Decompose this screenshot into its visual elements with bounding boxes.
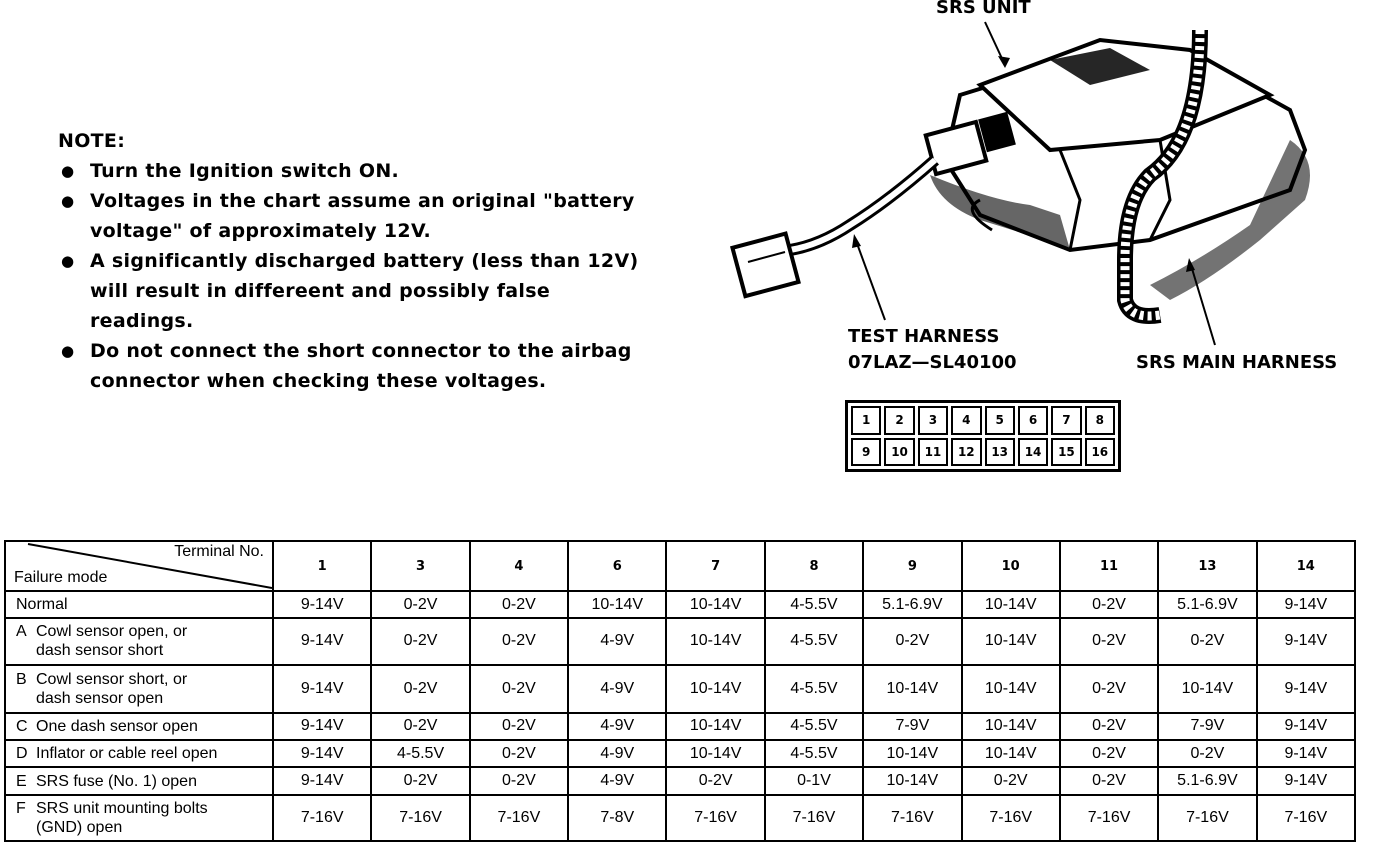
voltage-cell: 0-2V <box>1060 618 1158 664</box>
voltage-cell: 10-14V <box>568 591 666 618</box>
voltage-cell: 0-2V <box>1158 740 1256 767</box>
voltage-cell: 4-5.5V <box>765 713 863 740</box>
voltage-cell: 7-16V <box>1158 795 1256 841</box>
table-row <box>5 767 1355 794</box>
voltage-cell: 4-9V <box>568 713 666 740</box>
voltage-cell: 9-14V <box>273 767 371 794</box>
test-harness-label: TEST HARNESS <box>848 326 1000 347</box>
voltage-cell: 0-2V <box>1060 767 1158 794</box>
terminal-header: 7 <box>666 541 764 591</box>
failure-mode-text: One dash sensor open <box>36 717 198 735</box>
terminal-header: 9 <box>863 541 961 591</box>
voltage-cell: 9-14V <box>1257 713 1355 740</box>
table-row <box>5 713 1355 740</box>
voltage-cell: 0-2V <box>1060 665 1158 713</box>
voltage-cell: 4-9V <box>568 740 666 767</box>
terminal-header: 1 <box>273 541 371 591</box>
failure-mode-cell <box>5 591 273 618</box>
failure-mode-cell <box>5 795 273 841</box>
srs-main-harness-label: SRS MAIN HARNESS <box>1136 352 1338 373</box>
voltage-cell: 4-5.5V <box>765 665 863 713</box>
voltage-cell: 7-8V <box>568 795 666 841</box>
voltage-cell: 9-14V <box>1257 665 1355 713</box>
voltage-cell: 7-9V <box>1158 713 1256 740</box>
note-title: NOTE: <box>58 130 126 152</box>
voltage-cell: 0-2V <box>962 767 1060 794</box>
failure-mode-text: Cowl sensor open, or <box>36 623 188 641</box>
connector-pin: 11 <box>918 438 948 467</box>
voltage-cell: 0-2V <box>863 618 961 664</box>
srs-unit-diagram <box>730 0 1370 400</box>
voltage-cell: 10-14V <box>863 740 961 767</box>
voltage-cell: 0-2V <box>1158 618 1256 664</box>
failure-mode-text-continued: dash sensor open <box>36 689 164 707</box>
failure-mode-text: Inflator or cable reel open <box>36 745 218 763</box>
terminal-header: 14 <box>1257 541 1355 591</box>
failure-mode-cell <box>5 665 273 713</box>
voltage-cell: 4-9V <box>568 767 666 794</box>
table-row <box>5 618 1355 664</box>
voltage-cell: 0-2V <box>470 591 568 618</box>
failure-mode-cell <box>5 713 273 740</box>
failure-mode-letter: E <box>16 772 27 790</box>
voltage-cell: 0-2V <box>371 713 469 740</box>
voltage-cell: 10-14V <box>666 618 764 664</box>
voltage-cell: 7-9V <box>863 713 961 740</box>
connector-pin: 13 <box>985 438 1015 467</box>
table-row <box>5 795 1355 841</box>
voltage-cell: 10-14V <box>962 665 1060 713</box>
voltage-cell: 10-14V <box>962 740 1060 767</box>
failure-mode-cell <box>5 618 273 664</box>
table-row <box>5 665 1355 713</box>
voltage-cell: 0-2V <box>371 767 469 794</box>
voltage-cell: 10-14V <box>666 591 764 618</box>
failure-mode-letter: C <box>16 717 28 735</box>
failure-mode-letter: A <box>16 623 27 641</box>
voltage-cell: 4-5.5V <box>765 591 863 618</box>
terminal-header: 4 <box>470 541 568 591</box>
note-item: ● Do not connect the short connector to the airbag connector when checking these voltages. <box>58 336 658 396</box>
voltage-cell: 9-14V <box>273 713 371 740</box>
voltage-cell: 4-5.5V <box>765 618 863 664</box>
srs-unit-illustration <box>730 0 1370 400</box>
voltage-cell: 4-9V <box>568 618 666 664</box>
voltage-cell: 0-2V <box>470 618 568 664</box>
terminal-no-label: Terminal No. <box>174 543 264 560</box>
connector-pin: 6 <box>1018 406 1048 435</box>
voltage-table <box>4 540 1356 842</box>
connector-pin: 5 <box>985 406 1015 435</box>
voltage-cell: 9-14V <box>1257 767 1355 794</box>
voltage-cell: 4-5.5V <box>765 740 863 767</box>
voltage-cell: 0-2V <box>470 665 568 713</box>
terminal-header: 11 <box>1060 541 1158 591</box>
voltage-cell: 7-16V <box>1060 795 1158 841</box>
connector-pin: 10 <box>884 438 914 467</box>
voltage-cell: 7-16V <box>1257 795 1355 841</box>
connector-pin: 7 <box>1051 406 1081 435</box>
voltage-cell: 0-2V <box>666 767 764 794</box>
voltage-cell: 9-14V <box>273 591 371 618</box>
voltage-cell: 7-16V <box>371 795 469 841</box>
connector-pin: 14 <box>1018 438 1048 467</box>
voltage-table-container <box>4 540 1356 842</box>
voltage-cell: 10-14V <box>863 665 961 713</box>
note-item: ● A significantly discharged battery (less than 12V) will result in differeent and possibly false readings. <box>58 246 658 336</box>
voltage-cell: 9-14V <box>1257 740 1355 767</box>
note-block <box>58 126 658 396</box>
voltage-cell: 7-16V <box>273 795 371 841</box>
voltage-cell: 10-14V <box>962 591 1060 618</box>
voltage-cell: 7-16V <box>470 795 568 841</box>
terminal-header: 8 <box>765 541 863 591</box>
note-item: ● Voltages in the chart assume an original "battery voltage" of approximately 12V. <box>58 186 658 246</box>
voltage-cell: 5.1-6.9V <box>1158 591 1256 618</box>
table-row <box>5 740 1355 767</box>
failure-mode-text-continued: (GND) open <box>36 818 123 836</box>
failure-mode-letter: B <box>16 670 27 688</box>
voltage-cell: 4-5.5V <box>371 740 469 767</box>
voltage-cell: 9-14V <box>273 740 371 767</box>
test-harness-connector-pinout <box>845 400 1121 472</box>
voltage-cell: 0-2V <box>470 740 568 767</box>
connector-pin: 12 <box>951 438 981 467</box>
voltage-cell: 7-16V <box>666 795 764 841</box>
failure-mode-cell <box>5 767 273 794</box>
voltage-cell: 5.1-6.9V <box>863 591 961 618</box>
voltage-cell: 0-2V <box>371 665 469 713</box>
voltage-cell: 9-14V <box>273 618 371 664</box>
voltage-cell: 10-14V <box>962 713 1060 740</box>
connector-pin: 1 <box>851 406 881 435</box>
voltage-cell: 10-14V <box>666 713 764 740</box>
connector-pin: 2 <box>884 406 914 435</box>
voltage-cell: 0-1V <box>765 767 863 794</box>
voltage-cell: 9-14V <box>1257 618 1355 664</box>
voltage-cell: 9-14V <box>1257 591 1355 618</box>
voltage-cell: 10-14V <box>863 767 961 794</box>
connector-pin: 4 <box>951 406 981 435</box>
connector-pin: 3 <box>918 406 948 435</box>
note-list <box>58 156 658 396</box>
voltage-cell: 10-14V <box>1158 665 1256 713</box>
voltage-cell: 7-16V <box>962 795 1060 841</box>
connector-pin: 8 <box>1085 406 1115 435</box>
voltage-cell: 4-9V <box>568 665 666 713</box>
failure-mode-text: Cowl sensor short, or <box>36 670 188 688</box>
failure-mode-letter: F <box>16 799 26 817</box>
table-corner-header <box>5 541 273 591</box>
terminal-header: 3 <box>371 541 469 591</box>
connector-pin: 15 <box>1051 438 1081 467</box>
table-body <box>5 591 1355 841</box>
voltage-cell: 10-14V <box>666 665 764 713</box>
terminal-header: 6 <box>568 541 666 591</box>
note-item: ● Turn the Ignition switch ON. <box>58 156 658 186</box>
voltage-cell: 7-16V <box>863 795 961 841</box>
voltage-cell: 9-14V <box>273 665 371 713</box>
terminal-header: 10 <box>962 541 1060 591</box>
voltage-cell: 7-16V <box>765 795 863 841</box>
voltage-cell: 0-2V <box>1060 591 1158 618</box>
failure-mode-text: Normal <box>16 596 68 614</box>
voltage-cell: 0-2V <box>371 591 469 618</box>
voltage-cell: 0-2V <box>1060 713 1158 740</box>
srs-unit-label: SRS UNIT <box>936 0 1031 18</box>
failure-mode-label: Failure mode <box>14 569 108 586</box>
voltage-cell: 0-2V <box>470 767 568 794</box>
voltage-cell: 10-14V <box>962 618 1060 664</box>
connector-grid <box>851 406 1115 466</box>
failure-mode-cell <box>5 740 273 767</box>
connector-pin: 9 <box>851 438 881 467</box>
failure-mode-text: SRS unit mounting bolts <box>36 799 208 817</box>
voltage-cell: 0-2V <box>470 713 568 740</box>
table-row <box>5 591 1355 618</box>
test-harness-part-number: 07LAZ—SL40100 <box>848 352 1017 373</box>
failure-mode-text-continued: dash sensor short <box>36 642 164 660</box>
failure-mode-text: SRS fuse (No. 1) open <box>36 772 197 790</box>
terminal-header: 13 <box>1158 541 1256 591</box>
voltage-cell: 10-14V <box>666 740 764 767</box>
failure-mode-letter: D <box>16 745 28 763</box>
voltage-cell: 5.1-6.9V <box>1158 767 1256 794</box>
voltage-cell: 0-2V <box>371 618 469 664</box>
table-header-row <box>5 541 1355 591</box>
connector-pin: 16 <box>1085 438 1115 467</box>
voltage-cell: 0-2V <box>1060 740 1158 767</box>
